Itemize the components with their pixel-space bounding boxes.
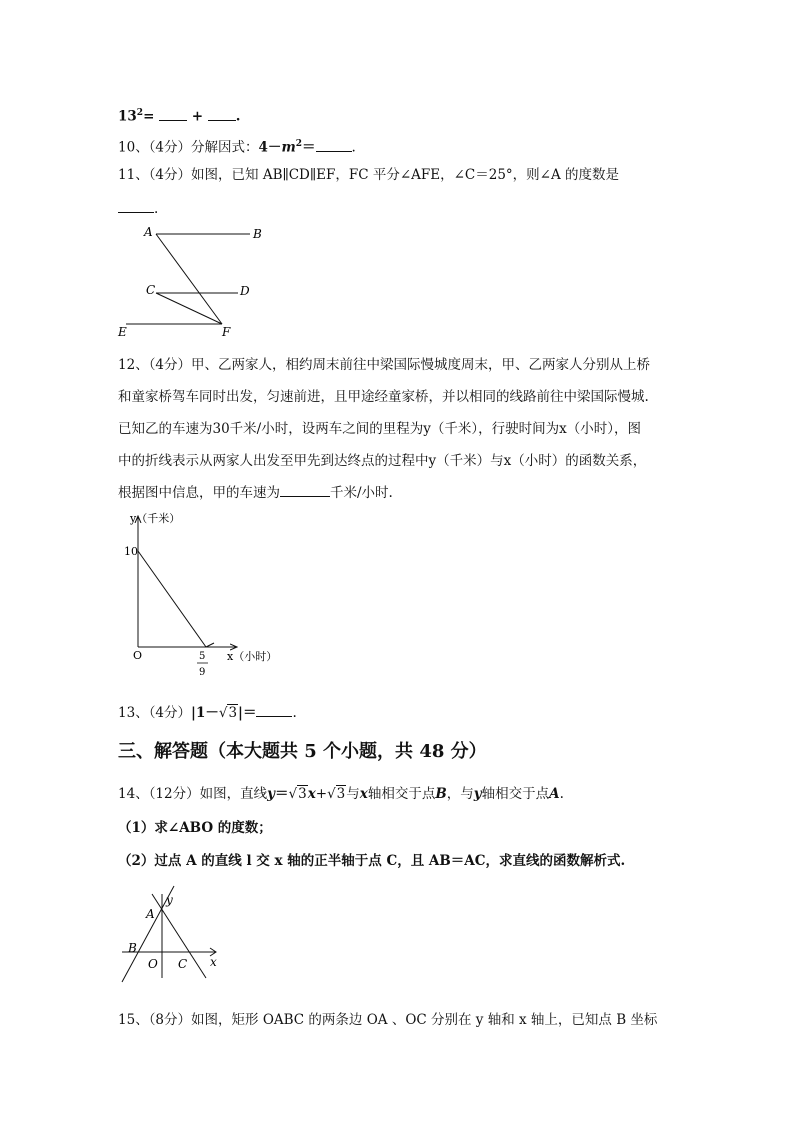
label-c: C: [146, 283, 156, 297]
answer-blank[interactable]: [159, 106, 187, 121]
question-11-answer: .: [118, 198, 158, 219]
distance-time-graph: [112, 505, 312, 685]
section-3-heading: 三、解答题（本大题共 5 个小题，共 48 分）: [118, 741, 487, 762]
x-axis-label: x（小时）: [227, 650, 278, 663]
label-a: A: [144, 225, 153, 239]
question-12-line2: 和童家桥驾车同时出发，匀速前进，且甲途经童家桥，并以相同的线路前往中梁国际慢城.: [118, 389, 649, 405]
y-tick-10: 10: [124, 545, 138, 558]
line-af: [156, 234, 222, 324]
answer-blank[interactable]: [208, 106, 236, 121]
question-10: 10、（4分）分解因式：$4-m^2=$ .: [118, 134, 356, 158]
question-12-line1: 12、（4分）甲、乙两家人，相约周末前往中梁国际慢城度周末，甲、乙两家人分别从上桥: [118, 357, 651, 373]
label-f: F: [222, 325, 231, 339]
answer-blank[interactable]: [256, 702, 292, 717]
question-11: 11、（4分）如图，已知 AB∥CD∥EF，FC 平分∠AFE，∠C＝25°，则∠A 的度数是: [118, 167, 620, 183]
question-15: 15、（8分）如图，矩形 OABC 的两条边 OA 、OC 分别在 y 轴和 x 轴上，已知点 B 坐标: [118, 1012, 658, 1028]
question-14: 14、（12分）如图，直线y＝√3x+√3与x轴相交于点B，与y轴相交于点A.: [118, 786, 564, 802]
q-prev-line: $13^2=$ + .: [118, 103, 241, 127]
question-12-line4: 中的折线表示从两家人出发至甲先到达终点的过程中y（千米）与x（小时）的函数关系，: [118, 453, 647, 469]
label-c: C: [178, 957, 188, 971]
parallel-lines-figure: [112, 222, 272, 342]
label-o: O: [148, 957, 158, 971]
function-line-end: [206, 643, 214, 647]
label-a: A: [146, 907, 155, 921]
question-12-line3: 已知乙的车速为30千米/小时，设两车之间的里程为y（千米），行驶时间为x（小时），图: [118, 421, 641, 437]
label-y: y: [166, 893, 173, 907]
x-tick-numerator: 5: [199, 651, 206, 662]
sqrt-3: 3: [228, 705, 238, 721]
coordinate-lines-figure: [118, 878, 228, 988]
label-b: B: [128, 941, 137, 955]
answer-blank[interactable]: [118, 198, 154, 213]
answer-blank[interactable]: [316, 137, 352, 152]
origin-label: O: [133, 649, 143, 662]
question-14-sub2: （2）过点 A 的直线 l 交 x 轴的正半轴于点 C，且 AB＝AC，求直线的函数解析式.: [118, 853, 626, 869]
answer-blank[interactable]: [280, 482, 330, 497]
question-12-line5: 根据图中信息，甲的车速为 千米/小时.: [118, 482, 393, 503]
line-cf: [156, 293, 222, 324]
x-tick-denominator: 9: [199, 667, 206, 678]
function-line: [138, 551, 206, 647]
y-axis-label: y（千米）: [130, 512, 181, 525]
question-14-sub1: （1）求∠ABO 的度数；: [118, 820, 272, 836]
label-e: E: [118, 325, 127, 339]
label-x: x: [210, 955, 217, 969]
label-d: D: [240, 284, 250, 298]
question-13: 13、（4分）|1－√3|＝ .: [118, 702, 297, 723]
label-b: B: [253, 227, 262, 241]
